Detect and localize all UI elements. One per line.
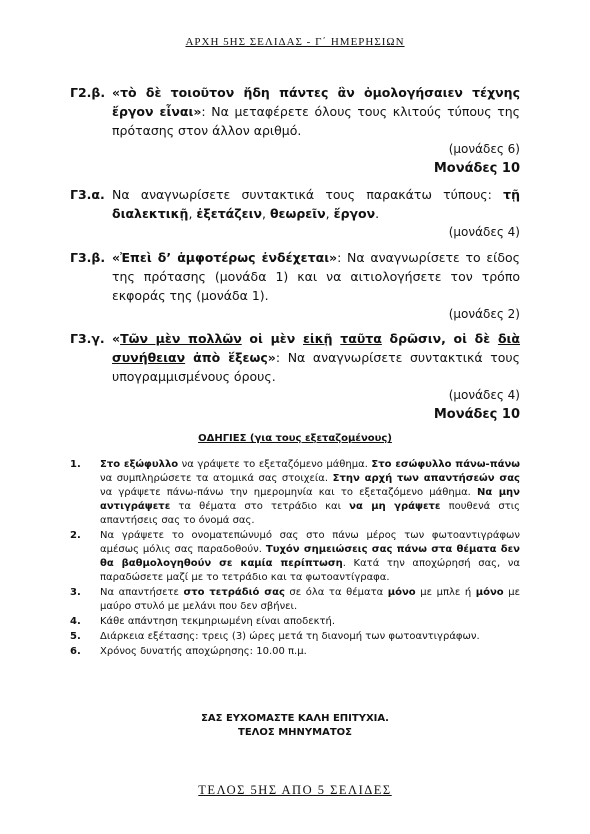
text: να γράψετε το εξεταζόμενο μάθημα. — [178, 459, 372, 470]
text: να συμπληρώσετε τα ατομικά σας στοιχεία. — [100, 473, 333, 484]
marks-label: (μονάδες 6) — [448, 142, 520, 156]
list-item — [70, 586, 520, 614]
greek-fragment: οἱ μὲν — [241, 331, 303, 346]
greek-fragment: ἀπὸ ἕξεως — [185, 350, 268, 365]
bold-text: να μη γράψετε — [349, 501, 441, 512]
question-g2b — [70, 83, 520, 178]
question-number: Γ3.α. — [70, 187, 105, 202]
text: με μαύρο στυλό με μελάνι που δεν σβήνει. — [100, 587, 521, 612]
question-number: Γ3.β. — [70, 250, 106, 265]
total-marks: Μονάδες 10 — [433, 161, 520, 176]
greek-quote: «τὸ δὲ τοιοῦτον ἤδη πάντες ἂν ὁμολογήσαιεν τέχνης ἔργον εἶναι» — [112, 85, 520, 119]
instructions-list — [70, 458, 520, 660]
question-g3b — [70, 248, 520, 324]
marks-label: (μονάδες 4) — [448, 225, 520, 239]
question-instruction: : Να αναγνωρίσετε συντακτικά τους υπογραμμισμένους όρους. — [112, 350, 520, 384]
list-item — [70, 529, 520, 585]
list-item — [70, 615, 520, 629]
question-text: «Τῶν μὲν πολλῶν οἱ μὲν εἰκῇ ταῦτα δρῶσιν, οἱ δὲ διὰ συνήθειαν ἀπὸ ἕξεως»: Να αναγνωρίσετε συντακτικά τους υπογραμμισμένους όρους. — [112, 331, 520, 384]
question-text: Να αναγνωρίσετε συντακτικά τους παρακάτω τύπους: τῇ διαλεκτικῇ, ἐξετάζειν, θεωρεῖν, ἔργον. — [112, 187, 520, 221]
item-number: 3. — [70, 587, 81, 598]
question-instruction: : Να μεταφέρετε όλους τους κλιτούς τύπους της πρότασης στον άλλον αριθμό. — [112, 104, 520, 138]
bold-text: Να μην αντιγράψετε — [100, 487, 520, 512]
text: Κάθε απάντηση τεκμηριωμένη είναι αποδεκτή. — [100, 616, 336, 627]
text: Διάρκεια εξέτασης: τρεις (3) ώρες μετά τη διανομή των φωτοαντιγράφων. — [100, 631, 480, 642]
closing-line-2: ΤΕΛΟΣ ΜΗΝΥΜΑΤΟΣ — [238, 727, 352, 738]
text: τα θέματα στο τετράδιο και — [170, 501, 350, 512]
text: σε όλα τα θέματα — [284, 587, 388, 598]
question-instruction: : Να αναγνωρίσετε το είδος της πρότασης (μονάδα 1) και να αιτιολογήσετε τον τρόπο εκφοράς της (μονάδα 1). — [112, 250, 520, 303]
bold-text: Τυχόν σημειώσεις σας πάνω στα θέματα δεν θα βαθμολογηθούν σε καμία περίπτωση — [100, 544, 520, 569]
text: Χρόνος δυνατής αποχώρησης: 10.00 π.μ. — [100, 646, 307, 657]
item-number: 2. — [70, 530, 81, 541]
question-number: Γ2.β. — [70, 85, 106, 100]
question-g3c — [70, 329, 520, 424]
bold-text: Στο εξώφυλλο — [100, 459, 179, 470]
question-g3a — [70, 185, 520, 242]
bold-text: στο τετράδιό σας — [183, 587, 285, 598]
term-3: θεωρεῖν — [269, 206, 326, 221]
item-number: 5. — [70, 631, 81, 642]
question-number: Γ3.γ. — [70, 331, 105, 346]
underlined-term-1: Τῶν μὲν πολλῶν — [120, 331, 242, 346]
question-text — [112, 248, 520, 305]
text: με μπλε ή — [415, 587, 476, 598]
underlined-term-3: ταῦτα — [340, 331, 382, 346]
term-4: ἔργον — [333, 206, 376, 221]
bold-text: Στην αρχή των απαντήσεών σας — [332, 473, 520, 484]
total-marks: Μονάδες 10 — [433, 407, 520, 422]
item-number: 6. — [70, 646, 81, 657]
marks-label: (μονάδες 2) — [448, 307, 520, 321]
bold-text: Στο εσώφυλλο πάνω-πάνω — [371, 459, 520, 470]
term-1: τῇ διαλεκτικῇ — [112, 187, 520, 221]
bold-text: μόνο — [475, 587, 504, 598]
text: Να γράψετε το ονοματεπώνυμό σας στο πάνω μέρος των φωτοαντιγράφων αμέσως μόλις σας παραδοθούν. — [100, 530, 520, 555]
closing-line-1: ΣΑΣ ΕΥΧΟΜΑΣΤΕ ΚΑΛΗ ΕΠΙΤΥΧΙΑ. — [201, 713, 389, 724]
text: . Κατά την αποχώρησή σας, να παραδώσετε μαζί με το τετράδιο και τα φωτοαντίγραφα. — [100, 558, 520, 583]
item-number: 1. — [70, 459, 81, 470]
text: πουθενά στις απαντήσεις σας το όνομά σας. — [100, 501, 520, 526]
text: Να απαντήσετε — [100, 587, 184, 598]
list-item — [70, 458, 520, 528]
text: να γράψετε πάνω-πάνω την ημερομηνία και το εξεταζόμενο μάθημα. — [100, 487, 477, 498]
question-text — [112, 83, 520, 140]
greek-quote: «Ἐπεὶ δ’ ἀμφοτέρως ἐνδέχεται» — [112, 250, 338, 265]
underlined-term-2: εἰκῇ — [302, 331, 333, 346]
closing-message — [0, 712, 590, 740]
marks-label: (μονάδες 4) — [448, 388, 520, 402]
term-2: ἐξετάζειν — [196, 206, 262, 221]
page-header: ΑΡΧΗ 5ΗΣ ΣΕΛΙΔΑΣ - Γ΄ ΗΜΕΡΗΣΙΩΝ — [185, 36, 405, 48]
page-footer: ΤΕΛΟΣ 5ΗΣ ΑΠΟ 5 ΣΕΛΙΔΕΣ — [198, 783, 392, 797]
greek-fragment: δρῶσιν, οἱ δὲ — [381, 331, 498, 346]
list-item — [70, 645, 520, 659]
item-number: 4. — [70, 616, 81, 627]
list-item — [70, 630, 520, 644]
underlined-term-4: διὰ συνήθειαν — [112, 331, 520, 365]
question-instruction: Να αναγνωρίσετε συντακτικά τους παρακάτω τύπους: — [112, 187, 504, 202]
instructions-title: ΟΔΗΓΙΕΣ (για τους εξεταζομένους) — [198, 433, 392, 444]
bold-text: μόνο — [387, 587, 416, 598]
